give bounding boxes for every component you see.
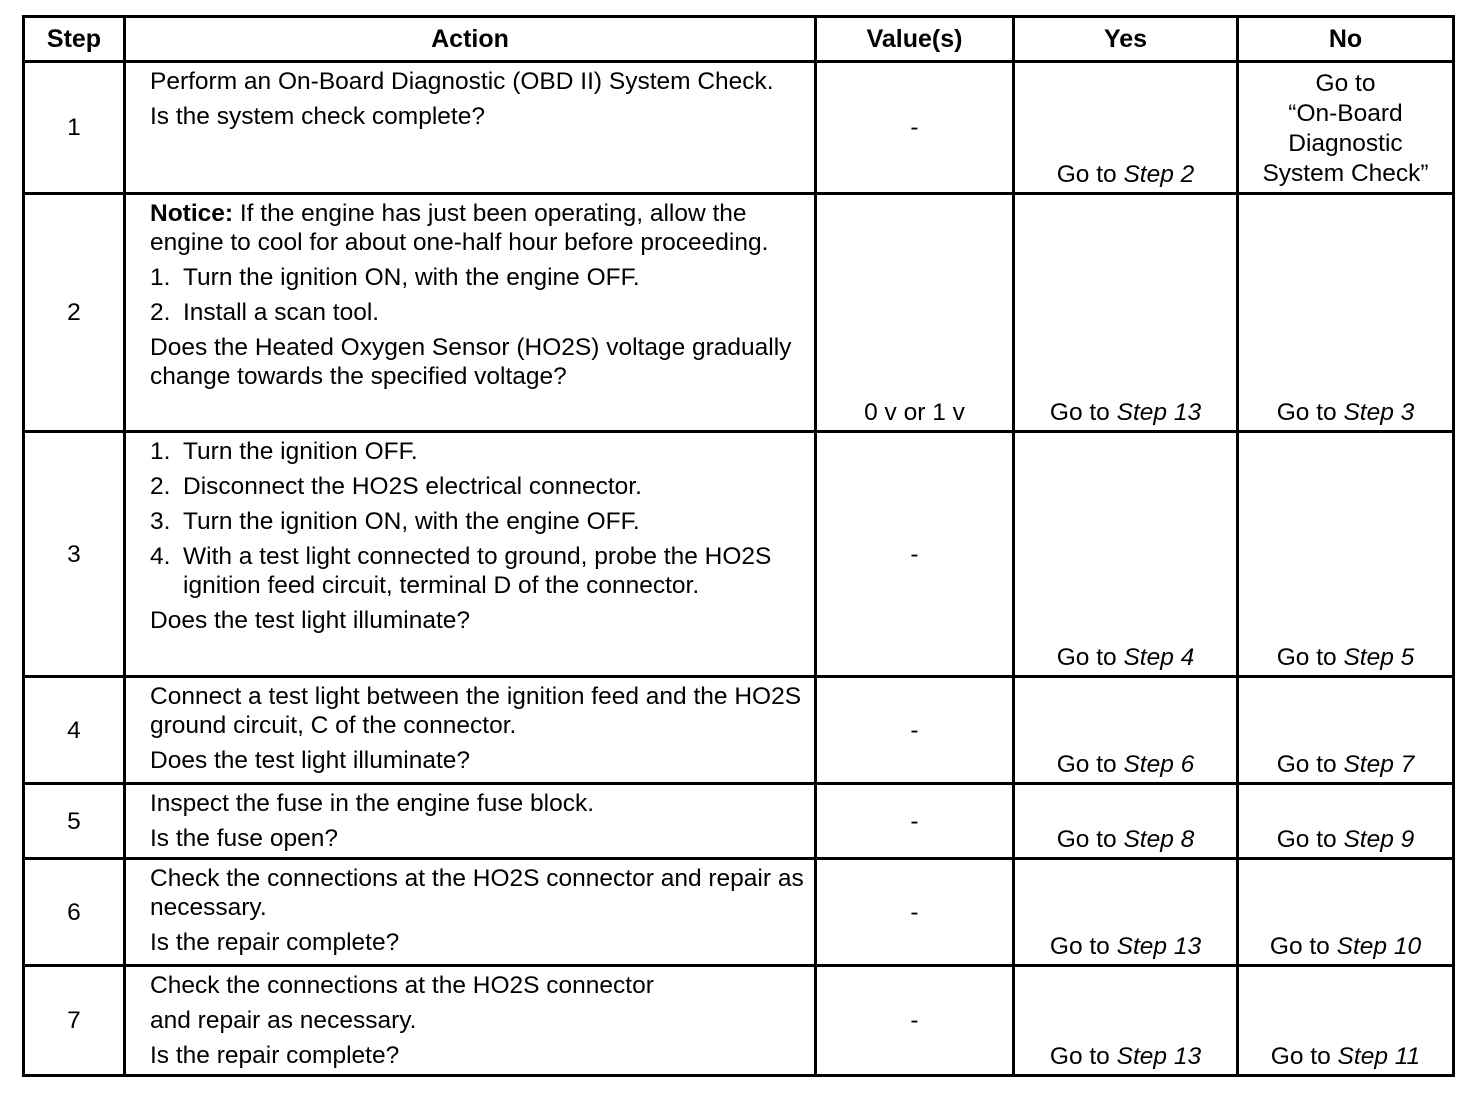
action-step-item <box>150 542 804 600</box>
no-cell <box>1238 194 1454 432</box>
action-cell <box>125 859 816 966</box>
action-question: Is the repair complete? <box>150 929 400 956</box>
header-yes: Yes <box>1014 17 1238 62</box>
value-cell: - <box>816 62 1014 194</box>
go-to-text: Go to <box>1056 161 1117 188</box>
step-reference: Step 10 <box>1336 933 1422 960</box>
go-to-text: Go to <box>1276 399 1337 426</box>
table-row <box>24 677 1454 784</box>
header-action: Action <box>125 17 816 62</box>
item-number: 1. <box>150 264 171 291</box>
table-row <box>24 432 1454 677</box>
diagnostic-table <box>22 15 1455 1077</box>
go-to-text: Go to <box>1269 933 1330 960</box>
go-to-text: Go to <box>1276 644 1337 671</box>
value-cell: 0 v or 1 v <box>816 194 1014 432</box>
action-step-item <box>150 507 804 536</box>
table-row <box>24 859 1454 966</box>
no-cell <box>1238 677 1454 784</box>
action-question: Is the repair complete? <box>150 1042 400 1069</box>
go-to-text: Go to <box>1049 933 1110 960</box>
no-cell <box>1238 432 1454 677</box>
action-text: Check the connections at the HO2S connector <box>150 972 654 999</box>
step-reference: Step 13 <box>1116 399 1202 426</box>
step-number: 4 <box>24 677 125 784</box>
yes-cell <box>1014 62 1238 194</box>
value-cell: - <box>816 677 1014 784</box>
action-question: Does the test light illuminate? <box>150 747 471 774</box>
go-to-text: Go to <box>1056 826 1117 853</box>
action-text: Check the connections at the HO2S connector and repair as necessary. <box>150 865 804 921</box>
yes-cell <box>1014 432 1238 677</box>
notice-label: Notice: <box>150 200 234 227</box>
no-text-line: “On-Board <box>1288 100 1403 127</box>
value-cell: - <box>816 966 1014 1076</box>
item-number: 4. <box>150 543 171 570</box>
no-cell <box>1238 62 1454 194</box>
step-number: 3 <box>24 432 125 677</box>
no-text-line: System Check” <box>1262 160 1429 187</box>
yes-cell <box>1014 859 1238 966</box>
header-step: Step <box>24 17 125 62</box>
value-cell: - <box>816 784 1014 859</box>
step-reference: Step 2 <box>1123 161 1195 188</box>
go-to-text: Go to <box>1276 826 1337 853</box>
no-text-line: Go to <box>1315 70 1376 97</box>
action-question: Does the Heated Oxygen Sensor (HO2S) voltage gradually change towards the specified voltage? <box>150 334 792 390</box>
step-reference: Step 4 <box>1123 644 1195 671</box>
action-cell <box>125 966 816 1076</box>
step-reference: Step 7 <box>1343 751 1415 778</box>
notice-text <box>150 199 804 257</box>
table-row <box>24 966 1454 1076</box>
step-reference: Step 13 <box>1116 933 1202 960</box>
yes-cell <box>1014 966 1238 1076</box>
item-number: 2. <box>150 299 171 326</box>
item-text: With a test light connected to ground, probe the HO2S ignition feed circuit, terminal D of the connector. <box>183 543 772 599</box>
header-no: No <box>1238 17 1454 62</box>
action-text: Connect a test light between the ignition feed and the HO2S ground circuit, C of the connector. <box>150 683 802 739</box>
step-reference: Step 13 <box>1116 1043 1202 1070</box>
item-number: 3. <box>150 508 171 535</box>
table-row <box>24 784 1454 859</box>
header-values: Value(s) <box>816 17 1014 62</box>
header-row <box>24 17 1454 62</box>
item-text: Turn the ignition OFF. <box>183 438 418 465</box>
action-step-item <box>150 263 804 292</box>
action-step-item <box>150 437 804 466</box>
action-step-item <box>150 298 804 327</box>
go-to-text: Go to <box>1056 751 1117 778</box>
go-to-text: Go to <box>1270 1043 1331 1070</box>
item-number: 2. <box>150 473 171 500</box>
action-cell <box>125 432 816 677</box>
action-cell <box>125 677 816 784</box>
yes-cell <box>1014 784 1238 859</box>
step-number: 1 <box>24 62 125 194</box>
go-to-text: Go to <box>1276 751 1337 778</box>
step-number: 5 <box>24 784 125 859</box>
action-text: and repair as necessary. <box>150 1007 417 1034</box>
value-cell: - <box>816 432 1014 677</box>
step-reference: Step 11 <box>1337 1043 1421 1070</box>
table-row <box>24 62 1454 194</box>
item-number: 1. <box>150 438 171 465</box>
value-cell: - <box>816 859 1014 966</box>
go-to-text: Go to <box>1056 644 1117 671</box>
step-number: 6 <box>24 859 125 966</box>
item-text: Install a scan tool. <box>183 299 380 326</box>
no-cell <box>1238 966 1454 1076</box>
step-reference: Step 6 <box>1123 751 1195 778</box>
step-reference: Step 9 <box>1343 826 1415 853</box>
yes-cell <box>1014 194 1238 432</box>
action-cell <box>125 194 816 432</box>
action-cell <box>125 62 816 194</box>
action-question: Does the test light illuminate? <box>150 607 471 634</box>
step-reference: Step 5 <box>1343 644 1415 671</box>
action-question: Is the system check complete? <box>150 103 485 130</box>
go-to-text: Go to <box>1049 399 1110 426</box>
no-cell <box>1238 859 1454 966</box>
notice-body: If the engine has just been operating, allow the engine to cool for about one-half hour before proceeding. <box>150 200 769 256</box>
step-number: 7 <box>24 966 125 1076</box>
step-number: 2 <box>24 194 125 432</box>
item-text: Turn the ignition ON, with the engine OFF. <box>183 508 640 535</box>
no-cell <box>1238 784 1454 859</box>
table-row <box>24 194 1454 432</box>
go-to-text: Go to <box>1049 1043 1110 1070</box>
yes-cell <box>1014 677 1238 784</box>
action-text: Inspect the fuse in the engine fuse block. <box>150 790 595 817</box>
item-text: Turn the ignition ON, with the engine OFF. <box>183 264 640 291</box>
action-text: Perform an On-Board Diagnostic (OBD II) System Check. <box>150 68 774 95</box>
step-reference: Step 3 <box>1343 399 1415 426</box>
item-text: Disconnect the HO2S electrical connector. <box>183 473 642 500</box>
step-reference: Step 8 <box>1123 826 1195 853</box>
action-step-item <box>150 472 804 501</box>
no-text-line: Diagnostic <box>1288 130 1403 157</box>
action-question: Is the fuse open? <box>150 825 338 852</box>
action-cell <box>125 784 816 859</box>
